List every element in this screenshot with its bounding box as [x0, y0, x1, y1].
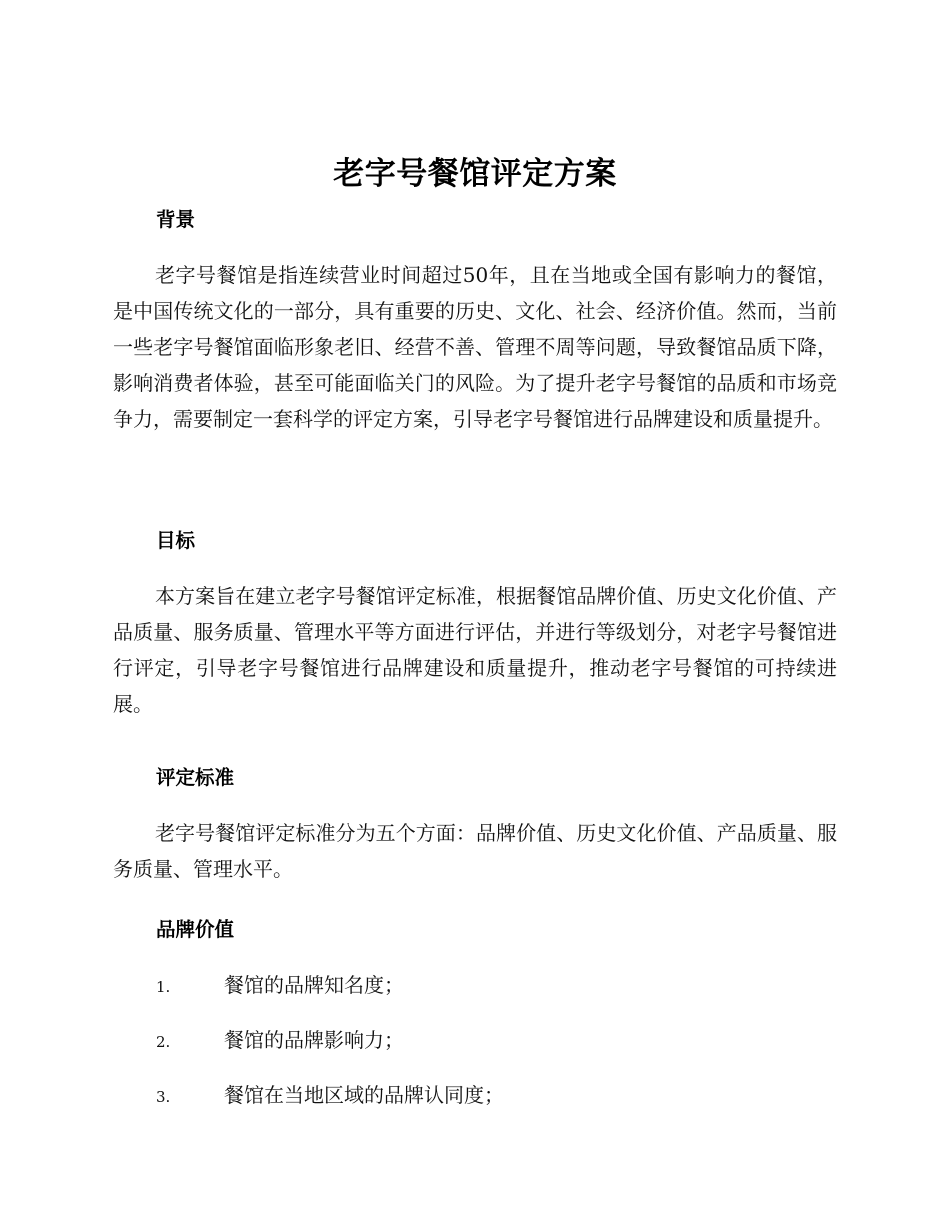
list-item-number: 3.: [156, 1088, 171, 1106]
list-item-number: 2.: [156, 1033, 171, 1051]
paragraph-criteria: 老字号餐馆评定标准分为五个方面：品牌价值、历史文化价值、产品质量、服务质量、管理水平。: [113, 821, 837, 881]
list-item-text: 餐馆的品牌知名度；: [224, 973, 404, 997]
list-item: [156, 1081, 836, 1111]
paragraph-background: 老字号餐馆是指连续营业时间超过50年，且在当地或全国有影响力的餐馆，是中国传统文化的一部分，具有重要的历史、文化、社会、经济价值。然而，当前一些老字号餐馆面临形象老旧、经营不善、管理不周等问题，导致餐馆品质下降，影响消费者体验，甚至可能面临关门的风险。为了提升老字号餐馆的品质和市场竞争力，需要制定一套科学的评定方案，引导老字号餐馆进行品牌建设和质量提升。: [113, 263, 837, 431]
list-item: [156, 1026, 836, 1056]
list-item: [156, 971, 836, 1001]
section-heading-goal: 目标: [156, 529, 196, 552]
document-title: 老字号餐馆评定方案: [333, 156, 617, 192]
section-heading-background: 背景: [156, 208, 196, 231]
section-heading-brand-value: 品牌价值: [156, 918, 235, 941]
list-item-text: 餐馆的品牌影响力；: [224, 1028, 404, 1052]
section-heading-criteria: 评定标准: [156, 766, 235, 789]
list-item-text: 餐馆在当地区域的品牌认同度；: [224, 1083, 504, 1107]
paragraph-goal: 本方案旨在建立老字号餐馆评定标准，根据餐馆品牌价值、历史文化价值、产品质量、服务质量、管理水平等方面进行评估，并进行等级划分，对老字号餐馆进行评定，引导老字号餐馆进行品牌建设和质量提升，推动老字号餐馆的可持续进展。: [113, 584, 837, 716]
list-item-number: 1.: [156, 978, 171, 996]
